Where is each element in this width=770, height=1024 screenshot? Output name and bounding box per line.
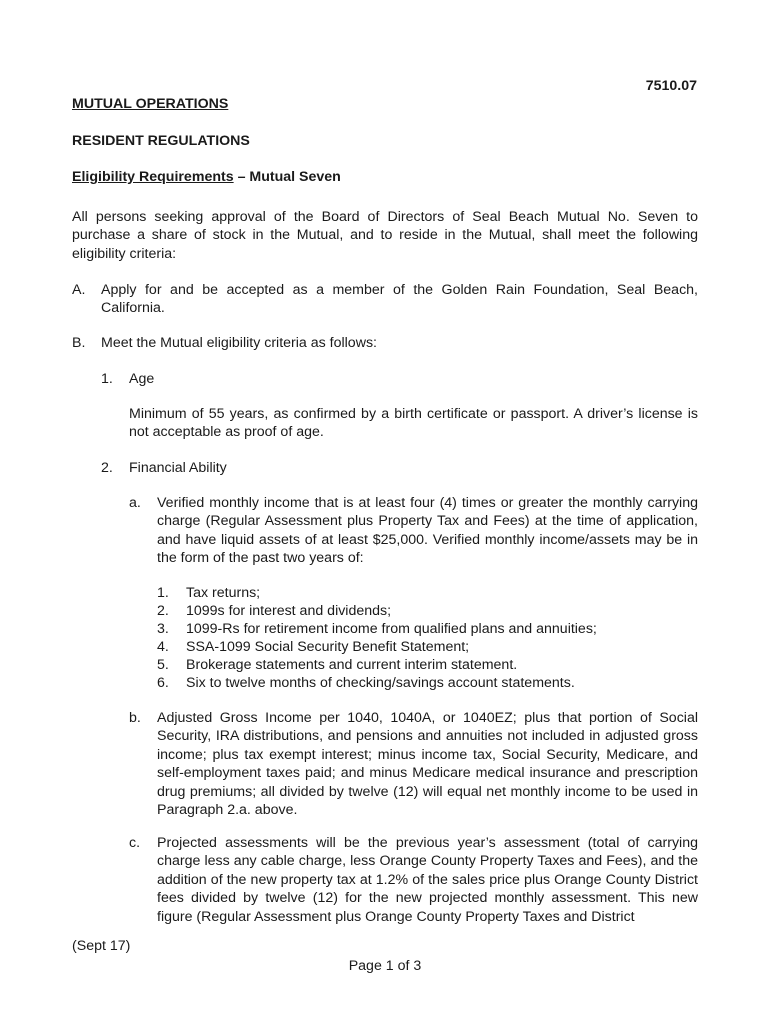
list-item-text: SSA-1099 Social Security Benefit Statement; xyxy=(186,639,470,655)
item-a-text: Apply for and be accepted as a member of the Golden Rain Foundation, Seal Beach, California. xyxy=(101,282,698,317)
item-2b-marker: b. xyxy=(129,710,141,726)
item-1-marker: 1. xyxy=(101,371,113,387)
list-item-text: 1099s for interest and dividends; xyxy=(186,603,392,619)
heading-eligibility-underlined: Eligibility Requirements xyxy=(72,169,234,185)
list-item-number: 2. xyxy=(157,603,169,619)
heading-mutual-operations: MUTUAL OPERATIONS xyxy=(72,96,229,112)
footer-date: (Sept 17) xyxy=(72,938,131,954)
list-item-text: Brokerage statements and current interim statement. xyxy=(186,657,518,673)
heading-eligibility-rest: – Mutual Seven xyxy=(233,169,341,185)
list-item-text: Tax returns; xyxy=(186,585,261,601)
list-item-number: 1. xyxy=(157,585,169,601)
item-2c-text: Projected assessments will be the previous year’s assessment (total of carrying charge less any cable charge, less Orange County Property Taxes and Fees), and the addition of the new property tax at 1.2% of the sales price plus Orange County District fees divided by twelve (12) for the new projected monthly assessment. This new figure (Regular Assessment plus Orange County Property Taxes and District xyxy=(157,835,698,925)
item-a-marker: A. xyxy=(72,282,86,298)
item-b-text: Meet the Mutual eligibility criteria as follows: xyxy=(101,335,377,351)
item-2a-text: Verified monthly income that is at least four (4) times or greater the monthly carrying charge (Regular Assessment plus Property Tax and Fees) at the time of application, and have liquid assets of at least $25,000. Verified monthly income/assets may be in the form of the past two years of: xyxy=(157,495,698,567)
list-item-text: Six to twelve months of checking/savings account statements. xyxy=(186,675,575,691)
item-1-text: Minimum of 55 years, as confirmed by a birth certificate or passport. A driver’s license is not acceptable as proof of age. xyxy=(129,406,698,441)
item-2-marker: 2. xyxy=(101,460,113,476)
item-2c-marker: c. xyxy=(129,835,141,851)
list-item-number: 5. xyxy=(157,657,169,673)
list-item-number: 6. xyxy=(157,675,169,691)
item-1-title: Age xyxy=(129,371,155,387)
item-2b-text: Adjusted Gross Income per 1040, 1040A, or 1040EZ; plus that portion of Social Security, IRA distributions, and pensions and annuities not included in adjusted gross income; plus tax exempt interest; minus income tax, Social Security, Medicare, and self-employment taxes paid; and minus Medicare medical insurance and prescription drug premiums; all divided by twelve (12) will equal net monthly income to be used in Paragraph 2.a. above. xyxy=(157,710,698,819)
item-b-marker: B. xyxy=(72,335,86,351)
list-item-number: 3. xyxy=(157,621,169,637)
document-number: 7510.07 xyxy=(645,78,697,94)
intro-paragraph: All persons seeking approval of the Board of Directors of Seal Beach Mutual No. Seven to purchase a share of stock in the Mutual, and to reside in the Mutual, shall meet the following eligibility criteria: xyxy=(72,209,698,262)
item-2a-marker: a. xyxy=(129,495,141,511)
footer-page-number: Page 1 of 3 xyxy=(348,958,422,974)
list-item-text: 1099-Rs for retirement income from qualified plans and annuities; xyxy=(186,621,597,637)
item-2-title: Financial Ability xyxy=(129,460,227,476)
list-item-number: 4. xyxy=(157,639,169,655)
heading-resident-regulations: RESIDENT REGULATIONS xyxy=(72,133,250,149)
heading-eligibility xyxy=(72,168,341,186)
